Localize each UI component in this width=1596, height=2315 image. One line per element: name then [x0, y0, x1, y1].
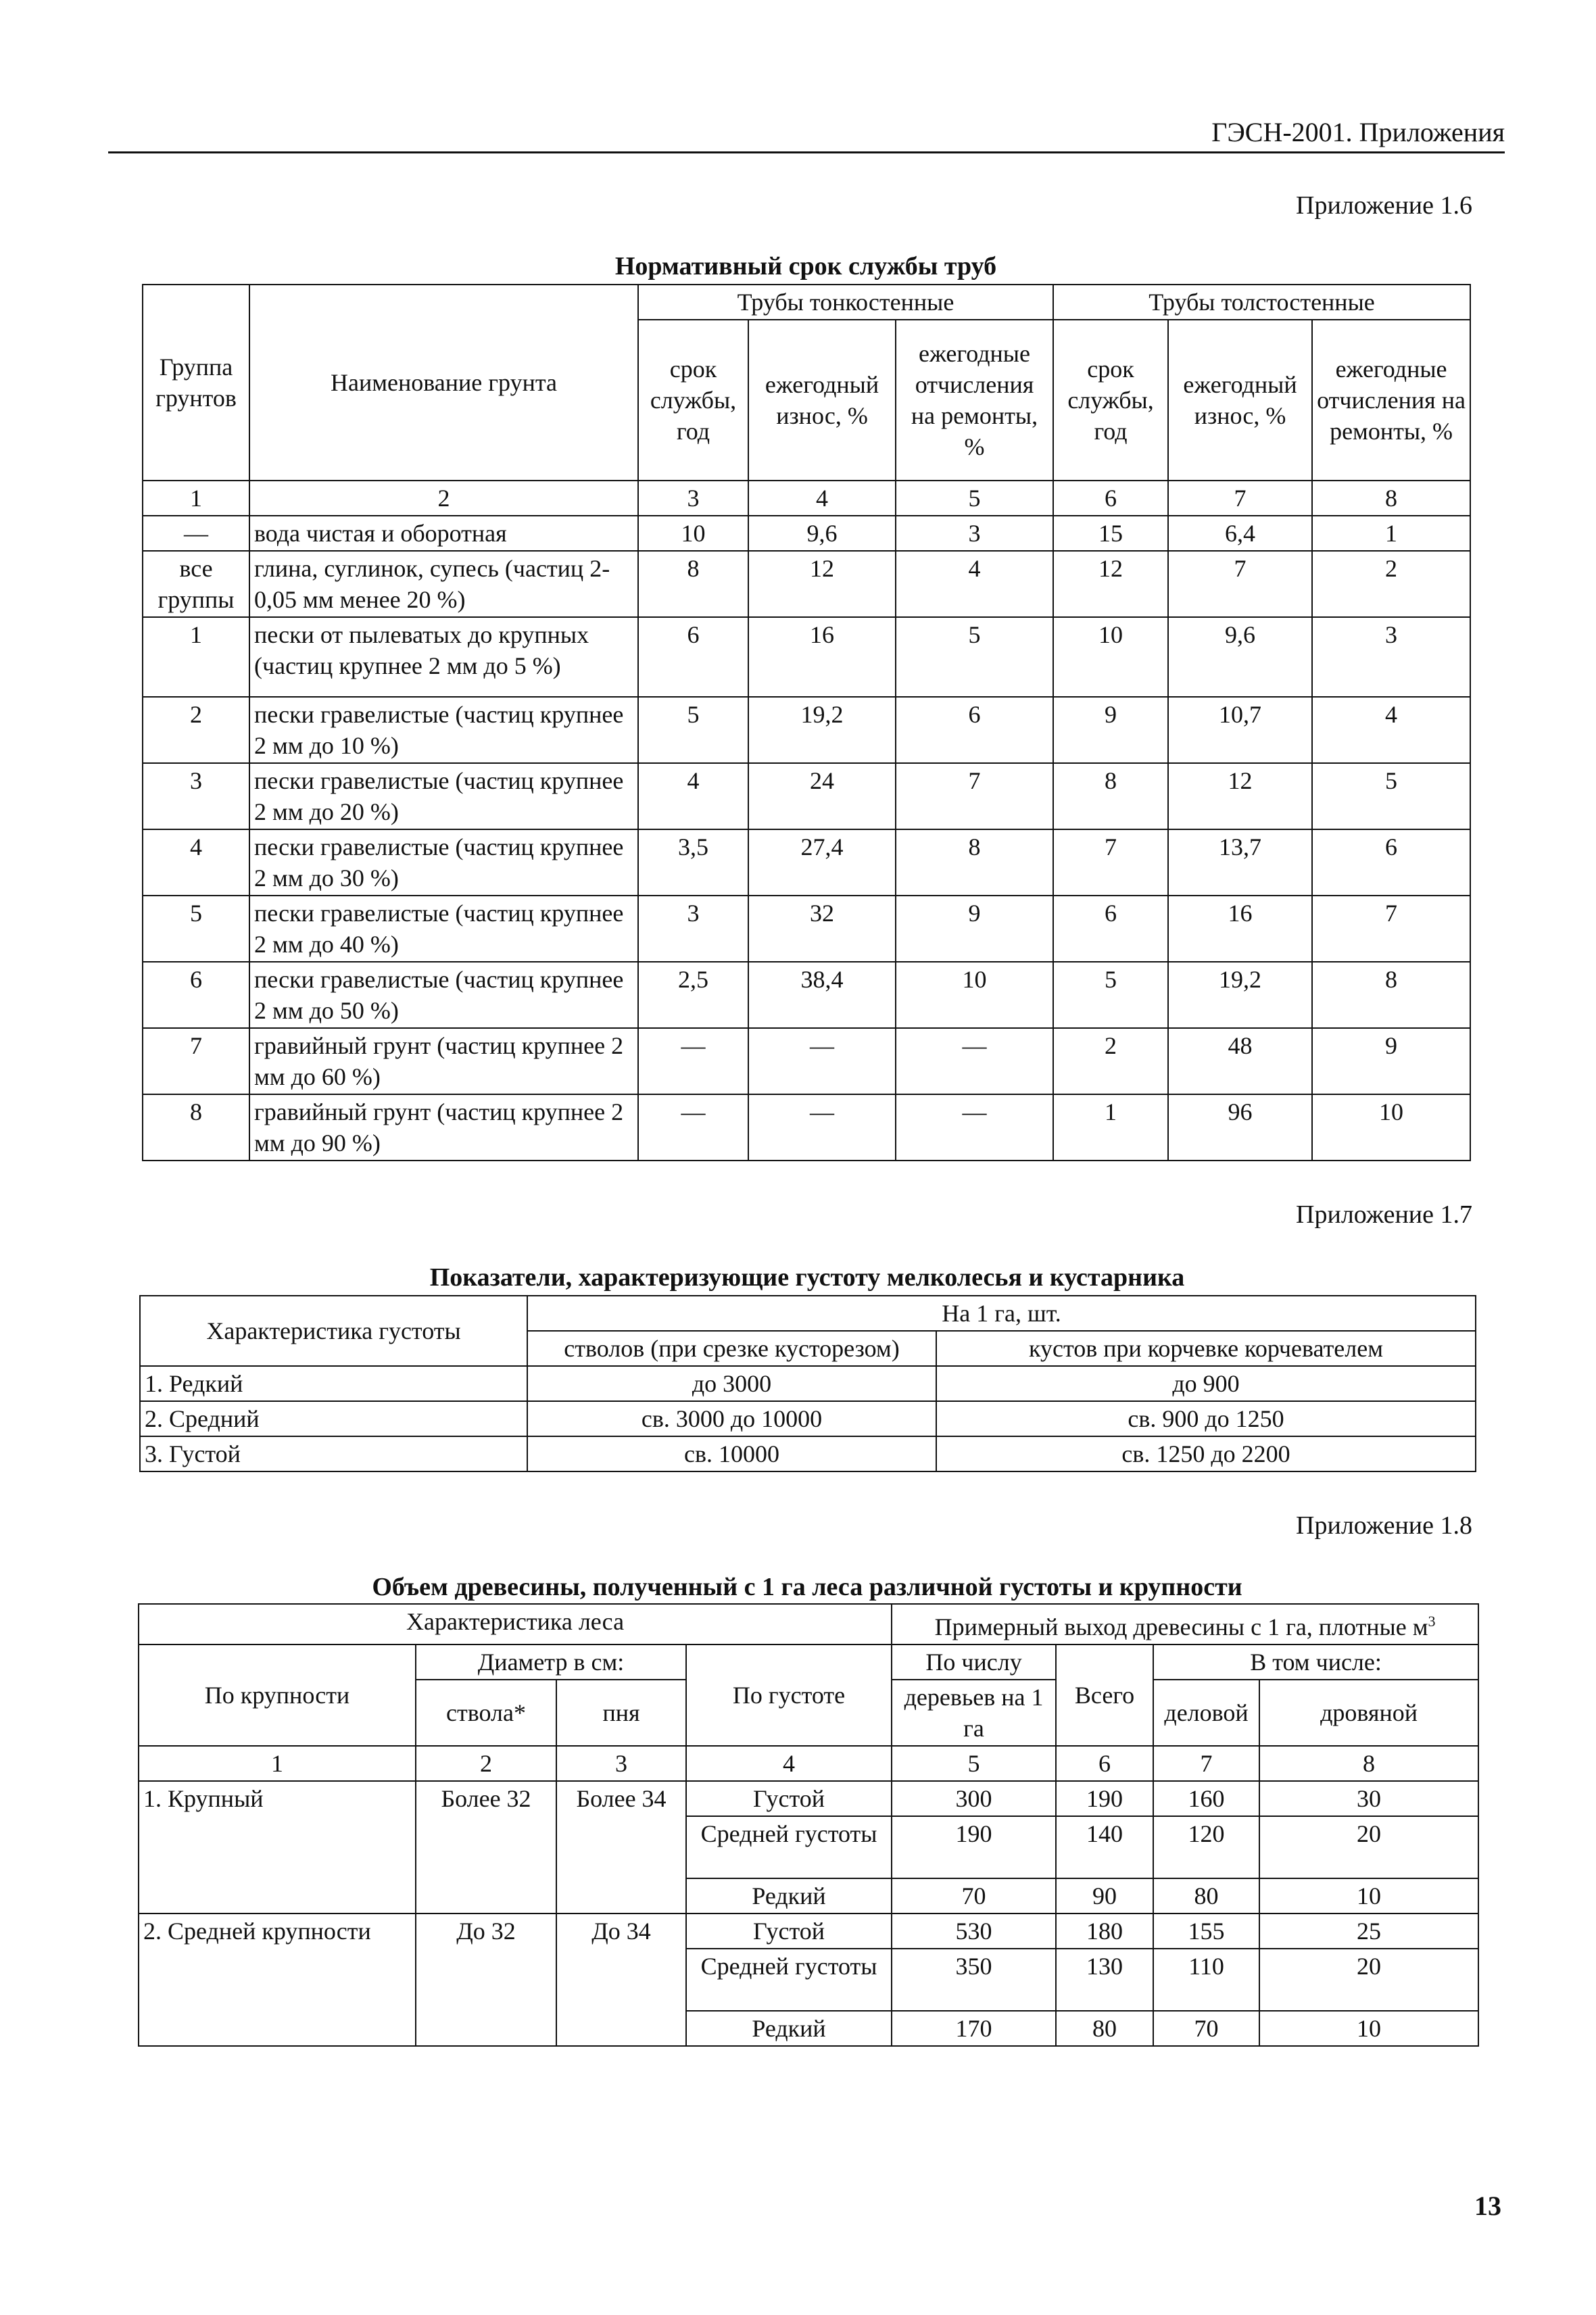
col-header-bushes: кустов при корчевке корчевателем	[936, 1331, 1476, 1366]
soil-group: 2	[143, 697, 249, 763]
header-title: ГЭСН-2001. Приложения	[1211, 117, 1505, 147]
col-header-thin-pipes: Трубы тонкостенные	[638, 285, 1053, 320]
total-volume: 130	[1056, 1949, 1153, 2011]
soil-name: пески гравелистые (частиц крупнее 2 мм до 50 %)	[249, 962, 638, 1028]
col-header-stump: пня	[556, 1680, 686, 1746]
value-cell: 5	[638, 697, 748, 763]
col-header-density-char: Характеристика густоты	[140, 1296, 527, 1366]
stump-diameter: Более 34	[556, 1781, 686, 1914]
table-row	[143, 551, 1470, 617]
total-volume: 90	[1056, 1878, 1153, 1914]
col-number: 5	[896, 481, 1053, 516]
stems-value: св. 3000 до 10000	[527, 1401, 936, 1436]
size-class: 2. Средней крупности	[139, 1914, 416, 2046]
value-cell: 8	[638, 551, 748, 617]
col-number: 6	[1056, 1746, 1153, 1781]
col-header-group: Группа грунтов	[143, 285, 249, 481]
value-cell: —	[638, 1094, 748, 1161]
value-cell: 8	[1312, 962, 1470, 1028]
value-cell: —	[748, 1094, 896, 1161]
value-cell: 4	[638, 763, 748, 829]
col-number: 7	[1168, 481, 1312, 516]
col-number: 4	[686, 1746, 892, 1781]
density-class: Густой	[686, 1781, 892, 1816]
density-char: 3. Густой	[140, 1436, 527, 1471]
value-cell: 1	[1312, 516, 1470, 551]
table-row	[139, 1914, 1478, 1949]
table-row	[143, 516, 1470, 551]
bushes-value: до 900	[936, 1366, 1476, 1401]
value-cell: 10	[1312, 1094, 1470, 1161]
col-header-size: По крупности	[139, 1644, 416, 1746]
col-header-by-count: По числу	[892, 1644, 1056, 1680]
col-number: 7	[1153, 1746, 1259, 1781]
appendix-1-7-title: Показатели, характеризующие густоту мелколесья и кустарника	[429, 1263, 1185, 1292]
soil-name: глина, суглинок, супесь (частиц 2-0,05 мм менее 20 %)	[249, 551, 638, 617]
value-cell: 16	[1168, 896, 1312, 962]
page-number: 13	[1474, 2191, 1501, 2221]
soil-name: пески гравелистые (частиц крупнее 2 мм до 40 %)	[249, 896, 638, 962]
col-header-thick-pipes: Трубы толстостенные	[1053, 285, 1470, 320]
fuel-wood: 10	[1259, 2011, 1478, 2046]
value-cell: 2,5	[638, 962, 748, 1028]
value-cell: 4	[896, 551, 1053, 617]
col-number: 1	[143, 481, 249, 516]
pipe-service-life-table	[142, 284, 1471, 1161]
appendix-1-6-label: Приложение 1.6	[1296, 191, 1472, 220]
table-row	[140, 1366, 1476, 1401]
col-header-trees-per-ha: деревьев на 1 га	[892, 1680, 1056, 1746]
total-volume: 180	[1056, 1914, 1153, 1949]
value-cell: 9	[1312, 1028, 1470, 1094]
value-cell: 7	[896, 763, 1053, 829]
col-header-name: Наименование грунта	[249, 285, 638, 481]
soil-name: пески гравелистые (частиц крупнее 2 мм до 20 %)	[249, 763, 638, 829]
value-cell: 10,7	[1168, 697, 1312, 763]
value-cell: —	[638, 1028, 748, 1094]
total-volume: 190	[1056, 1781, 1153, 1816]
table-row	[143, 1094, 1470, 1161]
fuel-wood: 25	[1259, 1914, 1478, 1949]
total-volume: 80	[1056, 2011, 1153, 2046]
density-class: Редкий	[686, 1878, 892, 1914]
value-cell: 19,2	[748, 697, 896, 763]
value-cell: 6	[638, 617, 748, 697]
soil-group: 8	[143, 1094, 249, 1161]
value-cell: 12	[1053, 551, 1168, 617]
value-cell: 3,5	[638, 829, 748, 896]
value-cell: 12	[748, 551, 896, 617]
soil-group: 1	[143, 617, 249, 697]
fuel-wood: 20	[1259, 1949, 1478, 2011]
col-header-life-thick: срок службы, год	[1053, 320, 1168, 481]
soil-group: все группы	[143, 551, 249, 617]
value-cell: 3	[1312, 617, 1470, 697]
value-cell: 5	[1312, 763, 1470, 829]
appendix-1-7-label: Приложение 1.7	[1296, 1200, 1472, 1229]
size-class: 1. Крупный	[139, 1781, 416, 1914]
col-number: 3	[638, 481, 748, 516]
col-header-per-ha: На 1 га, шт.	[527, 1296, 1476, 1331]
value-cell: 2	[1312, 551, 1470, 617]
soil-group: 6	[143, 962, 249, 1028]
trunk-diameter: До 32	[416, 1914, 556, 2046]
table-row	[143, 829, 1470, 896]
bushes-value: св. 900 до 1250	[936, 1401, 1476, 1436]
col-header-forest-char: Характеристика леса	[139, 1604, 892, 1644]
col-number: 2	[416, 1746, 556, 1781]
business-wood: 155	[1153, 1914, 1259, 1949]
col-header-yield: Примерный выход древесины с 1 га, плотные $м^3$	[892, 1604, 1478, 1644]
trees-per-ha: 300	[892, 1781, 1056, 1816]
soil-name: пески гравелистые (частиц крупнее 2 мм до 30 %)	[249, 829, 638, 896]
business-wood: 80	[1153, 1878, 1259, 1914]
density-class: Редкий	[686, 2011, 892, 2046]
soil-group: 7	[143, 1028, 249, 1094]
col-header-diameter: Диаметр в см:	[416, 1644, 686, 1680]
value-cell: 27,4	[748, 829, 896, 896]
col-header-fuel: дровяной	[1259, 1680, 1478, 1746]
value-cell: 16	[748, 617, 896, 697]
running-header	[108, 101, 1505, 153]
value-cell: 7	[1053, 829, 1168, 896]
value-cell: 9,6	[748, 516, 896, 551]
value-cell: 24	[748, 763, 896, 829]
value-cell: 1	[1053, 1094, 1168, 1161]
col-header-wear-thin: ежегодный износ, %	[748, 320, 896, 481]
fuel-wood: 30	[1259, 1781, 1478, 1816]
bushes-value: св. 1250 до 2200	[936, 1436, 1476, 1471]
value-cell: 13,7	[1168, 829, 1312, 896]
value-cell: 9,6	[1168, 617, 1312, 697]
value-cell: 9	[1053, 697, 1168, 763]
value-cell: 10	[896, 962, 1053, 1028]
value-cell: 96	[1168, 1094, 1312, 1161]
table-row	[143, 962, 1470, 1028]
value-cell: 8	[896, 829, 1053, 896]
stems-value: до 3000	[527, 1366, 936, 1401]
appendix-1-8-label: Приложение 1.8	[1296, 1511, 1472, 1540]
trees-per-ha: 70	[892, 1878, 1056, 1914]
value-cell: —	[896, 1094, 1053, 1161]
value-cell: 6,4	[1168, 516, 1312, 551]
appendix-1-8-title: Объем древесины, полученный с 1 га леса различной густоты и крупности	[372, 1573, 1242, 1601]
wood-volume-table	[138, 1603, 1479, 2047]
col-number: 8	[1312, 481, 1470, 516]
value-cell: 7	[1168, 551, 1312, 617]
density-class: Средней густоты	[686, 1816, 892, 1878]
col-header-wear-thick: ежегодный износ, %	[1168, 320, 1312, 481]
stems-value: св. 10000	[527, 1436, 936, 1471]
table-row	[143, 896, 1470, 962]
col-number: 6	[1053, 481, 1168, 516]
value-cell: 4	[1312, 697, 1470, 763]
trunk-diameter: Более 32	[416, 1781, 556, 1914]
value-cell: —	[748, 1028, 896, 1094]
soil-name: пески от пылеватых до крупных (частиц крупнее 2 мм до 5 %)	[249, 617, 638, 697]
soil-group: —	[143, 516, 249, 551]
undergrowth-density-table	[139, 1295, 1476, 1472]
value-cell: 12	[1168, 763, 1312, 829]
soil-name: пески гравелистые (частиц крупнее 2 мм до 10 %)	[249, 697, 638, 763]
value-cell: 8	[1053, 763, 1168, 829]
col-number: 4	[748, 481, 896, 516]
col-header-life-thin: срок службы, год	[638, 320, 748, 481]
value-cell: 6	[1312, 829, 1470, 896]
total-volume: 140	[1056, 1816, 1153, 1878]
business-wood: 160	[1153, 1781, 1259, 1816]
table-row	[139, 1781, 1478, 1816]
col-number: 8	[1259, 1746, 1478, 1781]
soil-name: вода чистая и оборотная	[249, 516, 638, 551]
table-row	[140, 1436, 1476, 1471]
col-header-total: Всего	[1056, 1644, 1153, 1746]
value-cell: 10	[1053, 617, 1168, 697]
value-cell: 32	[748, 896, 896, 962]
density-class: Средней густоты	[686, 1949, 892, 2011]
soil-group: 3	[143, 763, 249, 829]
trees-per-ha: 170	[892, 2011, 1056, 2046]
value-cell: 3	[896, 516, 1053, 551]
value-cell: 19,2	[1168, 962, 1312, 1028]
value-cell: 9	[896, 896, 1053, 962]
table-row	[143, 1028, 1470, 1094]
trees-per-ha: 350	[892, 1949, 1056, 2011]
value-cell: 15	[1053, 516, 1168, 551]
business-wood: 70	[1153, 2011, 1259, 2046]
value-cell: 6	[1053, 896, 1168, 962]
col-number: 2	[249, 481, 638, 516]
density-class: Густой	[686, 1914, 892, 1949]
col-header-stems: стволов (при срезке кусторезом)	[527, 1331, 936, 1366]
fuel-wood: 10	[1259, 1878, 1478, 1914]
trees-per-ha: 530	[892, 1914, 1056, 1949]
value-cell: 48	[1168, 1028, 1312, 1094]
business-wood: 110	[1153, 1949, 1259, 2011]
density-char: 1. Редкий	[140, 1366, 527, 1401]
value-cell: 2	[1053, 1028, 1168, 1094]
value-cell: 5	[896, 617, 1053, 697]
col-header-repair-thick: ежегодные отчисления на ремонты, %	[1312, 320, 1470, 481]
value-cell: 5	[1053, 962, 1168, 1028]
col-number: 5	[892, 1746, 1056, 1781]
stump-diameter: До 34	[556, 1914, 686, 2046]
trees-per-ha: 190	[892, 1816, 1056, 1878]
table-row	[140, 1401, 1476, 1436]
col-header-including: В том числе:	[1153, 1644, 1478, 1680]
soil-group: 5	[143, 896, 249, 962]
appendix-1-6-title: Нормативный срок службы труб	[614, 252, 997, 281]
soil-group: 4	[143, 829, 249, 896]
col-header-repair-thin: ежегодные отчисления на ремонты, %	[896, 320, 1053, 481]
fuel-wood: 20	[1259, 1816, 1478, 1878]
value-cell: 38,4	[748, 962, 896, 1028]
business-wood: 120	[1153, 1816, 1259, 1878]
value-cell: 10	[638, 516, 748, 551]
table-row	[143, 617, 1470, 697]
table-row	[143, 697, 1470, 763]
table-row	[143, 763, 1470, 829]
soil-name: гравийный грунт (частиц крупнее 2 мм до 90 %)	[249, 1094, 638, 1161]
value-cell: —	[896, 1028, 1053, 1094]
value-cell: 6	[896, 697, 1053, 763]
soil-name: гравийный грунт (частиц крупнее 2 мм до 60 %)	[249, 1028, 638, 1094]
value-cell: 7	[1312, 896, 1470, 962]
col-number: 3	[556, 1746, 686, 1781]
value-cell: 3	[638, 896, 748, 962]
col-header-business: деловой	[1153, 1680, 1259, 1746]
col-header-density: По густоте	[686, 1644, 892, 1746]
col-number: 1	[139, 1746, 416, 1781]
col-header-trunk: ствола*	[416, 1680, 556, 1746]
density-char: 2. Средний	[140, 1401, 527, 1436]
